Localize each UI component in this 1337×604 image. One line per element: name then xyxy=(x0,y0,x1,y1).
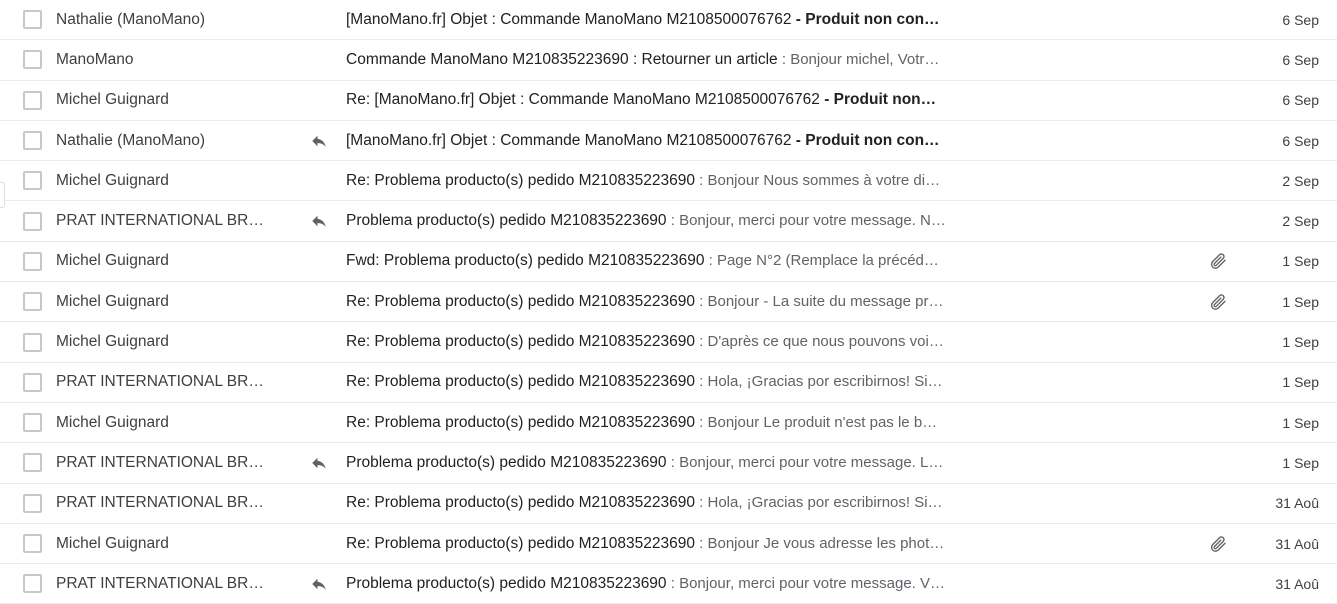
email-row[interactable] xyxy=(0,0,1337,40)
select-checkbox-cell[interactable] xyxy=(8,574,56,593)
checkbox-unchecked-icon[interactable] xyxy=(23,292,42,311)
sender-name: Nathalie (ManoMano) xyxy=(56,10,206,28)
subject-text: Commande ManoMano M210835223690 : Retourner un article xyxy=(346,50,778,68)
email-date: 1 Sep xyxy=(1282,253,1319,270)
subject-text: Re: Problema producto(s) pedido M210835223690 xyxy=(346,534,695,552)
sender-name: ManoMano xyxy=(56,50,134,68)
subject-text: Problema producto(s) pedido M210835223690 xyxy=(346,453,667,471)
select-checkbox-cell[interactable] xyxy=(8,373,56,392)
sender-name: Michel Guignard xyxy=(56,333,169,351)
subject-line xyxy=(346,494,943,512)
email-row[interactable] xyxy=(0,363,1337,403)
email-date: 1 Sep xyxy=(1282,374,1319,391)
row-left-rail xyxy=(0,403,8,442)
sender-cell[interactable] xyxy=(56,494,346,512)
sender-cell[interactable] xyxy=(56,454,346,472)
subject-text: [ManoMano.fr] Objet : Commande ManoMano M2108500076762 xyxy=(346,10,796,28)
subject-cell[interactable] xyxy=(346,212,1191,230)
row-left-rail xyxy=(0,40,8,79)
sender-cell[interactable] xyxy=(56,91,346,109)
subject-line xyxy=(346,454,943,472)
email-date: 6 Sep xyxy=(1282,132,1319,149)
checkbox-unchecked-icon[interactable] xyxy=(23,413,42,432)
row-left-rail xyxy=(0,282,8,321)
email-row[interactable] xyxy=(0,322,1337,362)
email-row[interactable] xyxy=(0,403,1337,443)
snippet-text: : Page N°2 (Remplace la précéd… xyxy=(704,252,939,270)
sender-cell[interactable] xyxy=(56,172,346,190)
select-checkbox-cell[interactable] xyxy=(8,131,56,150)
checkbox-unchecked-icon[interactable] xyxy=(23,131,42,150)
subject-cell[interactable] xyxy=(346,172,1191,190)
snippet-text: : Bonjour michel, Votr… xyxy=(777,50,940,68)
subject-line xyxy=(346,414,937,432)
subject-cell[interactable] xyxy=(346,575,1191,593)
checkbox-unchecked-icon[interactable] xyxy=(23,574,42,593)
subject-text: Re: Problema producto(s) pedido M210835223690 xyxy=(346,413,695,431)
checkbox-unchecked-icon[interactable] xyxy=(23,333,42,352)
subject-line xyxy=(346,252,939,270)
row-left-rail xyxy=(0,524,8,563)
subject-line xyxy=(346,333,944,351)
email-date: 1 Sep xyxy=(1282,414,1319,431)
sender-cell[interactable] xyxy=(56,414,346,432)
checkbox-unchecked-icon[interactable] xyxy=(23,91,42,110)
email-row[interactable] xyxy=(0,484,1337,524)
row-left-rail xyxy=(0,443,8,482)
subject-text: Problema producto(s) pedido M210835223690 xyxy=(346,574,667,592)
subject-cell[interactable] xyxy=(346,373,1191,391)
subject-text: Re: Problema producto(s) pedido M210835223690 xyxy=(346,292,695,310)
subject-emphasis: - Produit non… xyxy=(824,91,937,109)
subject-text: Fwd: Problema producto(s) pedido M210835223690 xyxy=(346,252,705,270)
left-edge-tab[interactable] xyxy=(0,182,5,208)
row-left-rail xyxy=(0,484,8,523)
subject-cell[interactable] xyxy=(346,333,1191,351)
sender-cell[interactable] xyxy=(56,373,346,391)
subject-cell[interactable] xyxy=(346,252,1191,270)
sender-name: Michel Guignard xyxy=(56,534,169,552)
sender-name: PRAT INTERNATIONAL BR… xyxy=(56,373,264,391)
row-left-rail xyxy=(0,564,8,603)
email-date: 2 Sep xyxy=(1282,172,1319,189)
email-row[interactable] xyxy=(0,201,1337,241)
sender-name: Michel Guignard xyxy=(56,171,169,189)
paperclip-icon[interactable] xyxy=(1191,535,1245,553)
email-date: 6 Sep xyxy=(1282,51,1319,68)
checkbox-unchecked-icon[interactable] xyxy=(23,171,42,190)
select-checkbox-cell[interactable] xyxy=(8,453,56,472)
checkbox-unchecked-icon[interactable] xyxy=(23,453,42,472)
email-row[interactable] xyxy=(0,564,1337,604)
email-row[interactable] xyxy=(0,40,1337,80)
subject-text: Re: Problema producto(s) pedido M210835223690 xyxy=(346,333,695,351)
email-row[interactable] xyxy=(0,443,1337,483)
row-left-rail xyxy=(0,121,8,160)
email-row[interactable] xyxy=(0,161,1337,201)
subject-cell[interactable] xyxy=(346,293,1191,311)
snippet-text: : Hola, ¡Gracias por escribirnos! Si… xyxy=(694,494,943,512)
sender-cell[interactable] xyxy=(56,252,346,270)
sender-name: Michel Guignard xyxy=(56,91,169,109)
sender-cell[interactable] xyxy=(56,535,346,553)
email-row[interactable] xyxy=(0,282,1337,322)
paperclip-icon[interactable] xyxy=(1191,252,1245,270)
row-left-rail xyxy=(0,322,8,361)
email-row[interactable] xyxy=(0,81,1337,121)
checkbox-unchecked-icon[interactable] xyxy=(23,252,42,271)
subject-emphasis: - Produit non con… xyxy=(795,10,940,28)
select-checkbox-cell[interactable] xyxy=(8,292,56,311)
snippet-text: : Bonjour - La suite du message pr… xyxy=(694,292,944,310)
checkbox-unchecked-icon[interactable] xyxy=(23,534,42,553)
subject-line xyxy=(346,91,936,109)
email-date: 31 Aoû xyxy=(1275,575,1319,592)
subject-text: [ManoMano.fr] Objet : Commande ManoMano M2108500076762 xyxy=(346,131,796,149)
subject-text: Problema producto(s) pedido M210835223690 xyxy=(346,212,667,230)
subject-text: Re: Problema producto(s) pedido M210835223690 xyxy=(346,494,695,512)
subject-cell[interactable] xyxy=(346,535,1191,553)
select-checkbox-cell[interactable] xyxy=(8,171,56,190)
snippet-text: : Bonjour Le produit n'est pas le b… xyxy=(694,413,938,431)
snippet-text: : Bonjour Nous sommes à votre di… xyxy=(694,171,941,189)
subject-text: Re: Problema producto(s) pedido M210835223690 xyxy=(346,171,695,189)
subject-line xyxy=(346,132,940,150)
checkbox-unchecked-icon[interactable] xyxy=(23,212,42,231)
sender-name: PRAT INTERNATIONAL BR… xyxy=(56,494,264,512)
sender-name: Nathalie (ManoMano) xyxy=(56,131,206,149)
snippet-text: : Bonjour Je vous adresse les phot… xyxy=(694,534,945,552)
email-date: 31 Aoû xyxy=(1275,535,1319,552)
email-row[interactable] xyxy=(0,121,1337,161)
email-date: 31 Aoû xyxy=(1275,495,1319,512)
subject-line xyxy=(346,575,945,593)
sender-cell[interactable] xyxy=(56,132,346,150)
select-checkbox-cell[interactable] xyxy=(8,333,56,352)
sender-name: PRAT INTERNATIONAL BR… xyxy=(56,453,264,471)
row-left-rail xyxy=(0,81,8,120)
paperclip-icon[interactable] xyxy=(1191,293,1245,311)
subject-line xyxy=(346,51,939,69)
snippet-text: : Bonjour, merci pour votre message. V… xyxy=(666,574,946,592)
reply-arrow-icon xyxy=(310,575,328,593)
subject-cell[interactable] xyxy=(346,51,1191,69)
subject-line xyxy=(346,212,946,230)
subject-line xyxy=(346,11,940,29)
subject-cell[interactable] xyxy=(346,132,1191,150)
row-left-rail xyxy=(0,0,8,39)
subject-emphasis: - Produit non con… xyxy=(795,131,940,149)
select-checkbox-cell[interactable] xyxy=(8,534,56,553)
subject-cell[interactable] xyxy=(346,91,1191,109)
reply-arrow-icon xyxy=(310,132,328,150)
checkbox-unchecked-icon[interactable] xyxy=(23,373,42,392)
subject-line xyxy=(346,172,940,190)
email-date: 1 Sep xyxy=(1282,293,1319,310)
sender-cell[interactable] xyxy=(56,333,346,351)
subject-line xyxy=(346,535,944,553)
select-checkbox-cell[interactable] xyxy=(8,494,56,513)
subject-cell[interactable] xyxy=(346,494,1191,512)
email-row[interactable] xyxy=(0,242,1337,282)
subject-cell[interactable] xyxy=(346,11,1191,29)
reply-arrow-icon xyxy=(310,454,328,472)
sender-cell[interactable] xyxy=(56,212,346,230)
select-checkbox-cell[interactable] xyxy=(8,10,56,29)
select-checkbox-cell[interactable] xyxy=(8,252,56,271)
subject-cell[interactable] xyxy=(346,414,1191,432)
email-date: 2 Sep xyxy=(1282,213,1319,230)
snippet-text: : Hola, ¡Gracias por escribirnos! Si… xyxy=(694,373,943,391)
select-checkbox-cell[interactable] xyxy=(8,212,56,231)
sender-cell[interactable] xyxy=(56,51,346,69)
snippet-text: : Bonjour, merci pour votre message. L… xyxy=(666,453,944,471)
snippet-text: : D'après ce que nous pouvons voi… xyxy=(694,333,944,351)
subject-cell[interactable] xyxy=(346,454,1191,472)
subject-text: Re: [ManoMano.fr] Objet : Commande ManoMano M2108500076762 xyxy=(346,91,825,109)
email-date: 6 Sep xyxy=(1282,11,1319,28)
sender-cell[interactable] xyxy=(56,575,346,593)
checkbox-unchecked-icon[interactable] xyxy=(23,494,42,513)
row-left-rail xyxy=(0,363,8,402)
email-row[interactable] xyxy=(0,524,1337,564)
row-left-rail xyxy=(0,242,8,281)
checkbox-unchecked-icon[interactable] xyxy=(23,50,42,69)
sender-name: PRAT INTERNATIONAL BR… xyxy=(56,574,264,592)
checkbox-unchecked-icon[interactable] xyxy=(23,10,42,29)
sender-cell[interactable] xyxy=(56,293,346,311)
subject-line xyxy=(346,373,943,391)
sender-name: Michel Guignard xyxy=(56,413,169,431)
sender-name: PRAT INTERNATIONAL BR… xyxy=(56,212,264,230)
sender-name: Michel Guignard xyxy=(56,292,169,310)
email-date: 6 Sep xyxy=(1282,92,1319,109)
snippet-text: : Bonjour, merci pour votre message. N… xyxy=(666,212,946,230)
email-date: 1 Sep xyxy=(1282,334,1319,351)
select-checkbox-cell[interactable] xyxy=(8,50,56,69)
reply-arrow-icon xyxy=(310,212,328,230)
select-checkbox-cell[interactable] xyxy=(8,413,56,432)
sender-cell[interactable] xyxy=(56,11,346,29)
subject-line xyxy=(346,293,943,311)
subject-text: Re: Problema producto(s) pedido M210835223690 xyxy=(346,373,695,391)
email-date: 1 Sep xyxy=(1282,454,1319,471)
sender-name: Michel Guignard xyxy=(56,252,169,270)
select-checkbox-cell[interactable] xyxy=(8,91,56,110)
